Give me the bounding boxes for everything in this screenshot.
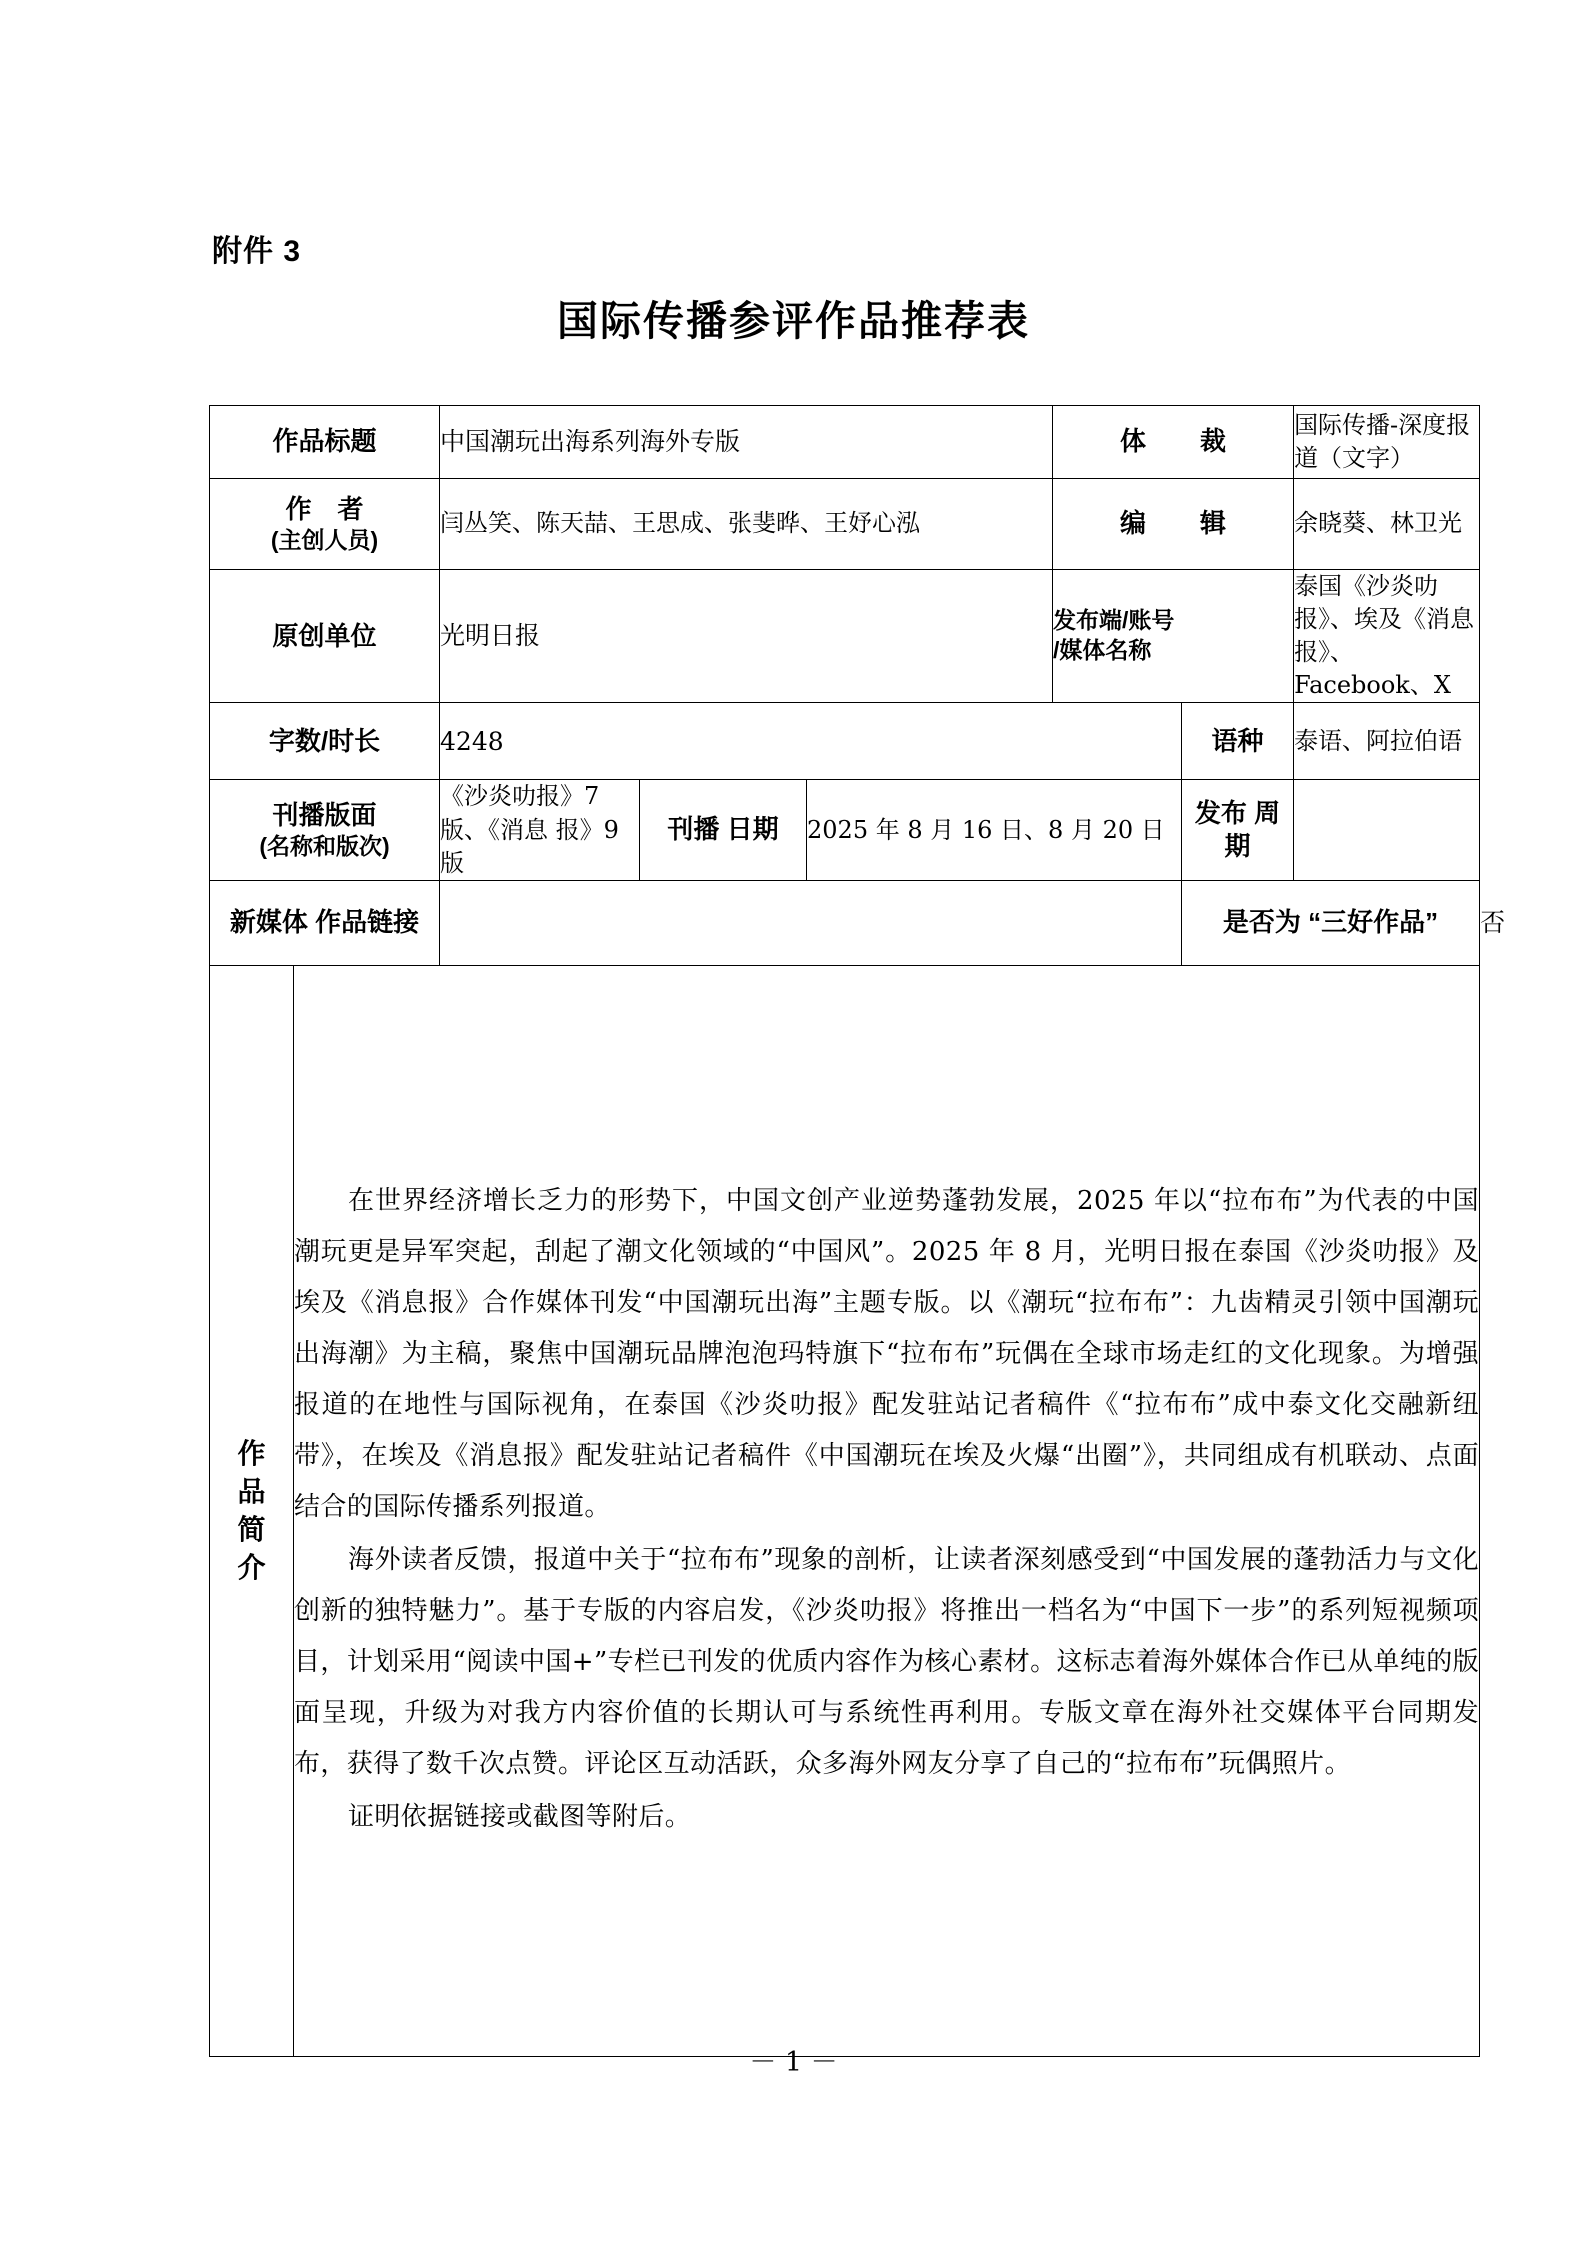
recommendation-form-table bbox=[209, 405, 1506, 2057]
field-value-author: 闫丛笑、陈天喆、王思成、张斐晔、王妤心泓 bbox=[440, 479, 1053, 570]
field-label-edition bbox=[210, 780, 440, 880]
field-label-cycle-line2: 周期 bbox=[1224, 797, 1281, 862]
summary-label-char-2: 品 bbox=[237, 1475, 266, 1507]
field-value-cycle bbox=[1294, 780, 1480, 880]
summary-paragraph-1: 在世界经济增长乏力的形势下，中国文创产业逆势蓬勃发展，2025 年以“拉布布”为代表的中国潮玩更是异军突起，刮起了潮文化领域的“中国风”。2025 年 8 月，光明日报在泰国《沙炎叻报》及埃及《消息报》合作媒体刊发“中国潮玩出海”主题专版。以《潮玩“拉布布”：九齿精灵引领中国潮玩出海潮》为主稿，聚焦中国潮玩品牌泡泡玛特旗下“拉布布”玩偶在全球市场走红的文化现象。为增强报道的在地性与国际视角，在泰国《沙炎叻报》配发驻站记者稿件《“拉布布”成中泰文化交融新纽带》，在埃及《消息报》配发驻站记者稿件《中国潮玩在埃及火爆“出圈”》，共同组成有机联动、点面结合的国际传播系列报道。 bbox=[294, 1186, 1480, 1523]
field-label-newmedia-line1: 新媒体 bbox=[229, 907, 308, 938]
field-value-pubdate: 2025 年 8 月 16 日、8 月 20 日 bbox=[807, 780, 1182, 880]
table-row-author bbox=[210, 479, 1480, 570]
field-value-work-title: 中国潮玩出海系列海外专版 bbox=[440, 406, 1053, 479]
table-row-summary bbox=[210, 965, 1480, 2056]
field-label-cycle-line1: 发布 bbox=[1194, 797, 1247, 828]
summary-paragraph-2: 海外读者反馈，报道中关于“拉布布”现象的剖析，让读者深刻感受到“中国发展的蓬勃活力与文化创新的独特魅力”。基于专版的内容启发，《沙炎叻报》将推出一档名为“中国下一步”的系列短视频项目，计划采用“阅读中国+”专栏已刊发的优质内容作为核心素材。这标志着海外媒体合作已从单纯的版面呈现，升级为对我方内容价值的长期认可与系统性再利用。专版文章在海外社交媒体平台同期发布，获得了数千次点赞。评论区互动活跃，众多海外网友分享了自己的“拉布布”玩偶照片。 bbox=[294, 1545, 1480, 1780]
field-value-editor: 余晓葵、林卫光 bbox=[1294, 479, 1480, 570]
field-label-language: 语种 bbox=[1182, 703, 1294, 780]
field-label-work-title: 作品标题 bbox=[210, 406, 440, 479]
summary-label-char-4: 介 bbox=[237, 1551, 266, 1583]
field-value-wordcount: 4248 bbox=[440, 703, 1182, 780]
table-row-wordcount bbox=[210, 703, 1480, 780]
field-label-channel-line2: /媒体名称 bbox=[1053, 637, 1152, 664]
field-label-channel-line1: 发布端/账号 bbox=[1053, 607, 1175, 634]
field-label-pubdate bbox=[640, 780, 807, 880]
summary-label-char-3: 简 bbox=[237, 1513, 266, 1545]
field-value-newmedia-link bbox=[440, 880, 1182, 965]
summary-label-char-1: 作 bbox=[237, 1438, 266, 1470]
field-label-newmedia-line2: 作品链接 bbox=[315, 907, 420, 938]
field-value-edition: 《沙炎叻报》7 版、《消息 报》9 版 bbox=[440, 780, 640, 880]
field-label-three-good bbox=[1182, 880, 1480, 965]
field-label-newmedia-link bbox=[210, 880, 440, 965]
attachment-label: 附件 3 bbox=[212, 235, 302, 268]
field-value-language: 泰语、阿拉伯语 bbox=[1294, 703, 1480, 780]
field-label-author bbox=[210, 479, 440, 570]
field-value-summary bbox=[294, 965, 1480, 2056]
field-label-genre: 体 裁 bbox=[1053, 406, 1294, 479]
table-row-newmedia: 新媒体 作品链接 是否为 “三好作品” 否 bbox=[210, 880, 1480, 965]
page-title: 国际传播参评作品推荐表 bbox=[557, 298, 1030, 344]
table-row-edition bbox=[210, 780, 1480, 880]
field-label-summary bbox=[210, 965, 294, 2056]
field-label-edition-main: 刊播版面 bbox=[272, 799, 377, 830]
field-label-editor: 编 辑 bbox=[1053, 479, 1294, 570]
field-label-cycle bbox=[1182, 780, 1294, 880]
field-value-genre: 国际传播-深度报道（文字） bbox=[1294, 406, 1480, 479]
field-label-pubdate-line2: 日期 bbox=[726, 814, 779, 845]
field-label-pubdate-line1: 刊播 bbox=[667, 814, 720, 845]
field-label-three-good-line1: 是否为 bbox=[1222, 907, 1301, 938]
table-row-title bbox=[210, 406, 1480, 479]
field-label-origin-unit: 原创单位 bbox=[210, 570, 440, 703]
field-value-channel: 泰国《沙炎叻报》、埃及《消息报》、Facebook、X bbox=[1294, 570, 1480, 703]
summary-paragraph-3: 证明依据链接或截图等附后。 bbox=[348, 1802, 692, 1833]
field-label-three-good-line2: “三好作品” bbox=[1308, 907, 1439, 938]
field-label-edition-sub: (名称和版次) bbox=[259, 833, 390, 860]
field-label-author-main: 作 者 bbox=[285, 493, 364, 524]
field-value-origin-unit: 光明日报 bbox=[440, 570, 1053, 703]
field-label-channel bbox=[1053, 570, 1294, 703]
field-label-wordcount: 字数/时长 bbox=[210, 703, 440, 780]
page-number-footer: － 1 － bbox=[749, 2047, 838, 2078]
field-label-author-sub: (主创人员) bbox=[270, 526, 379, 553]
table-row-origin-unit bbox=[210, 570, 1480, 703]
